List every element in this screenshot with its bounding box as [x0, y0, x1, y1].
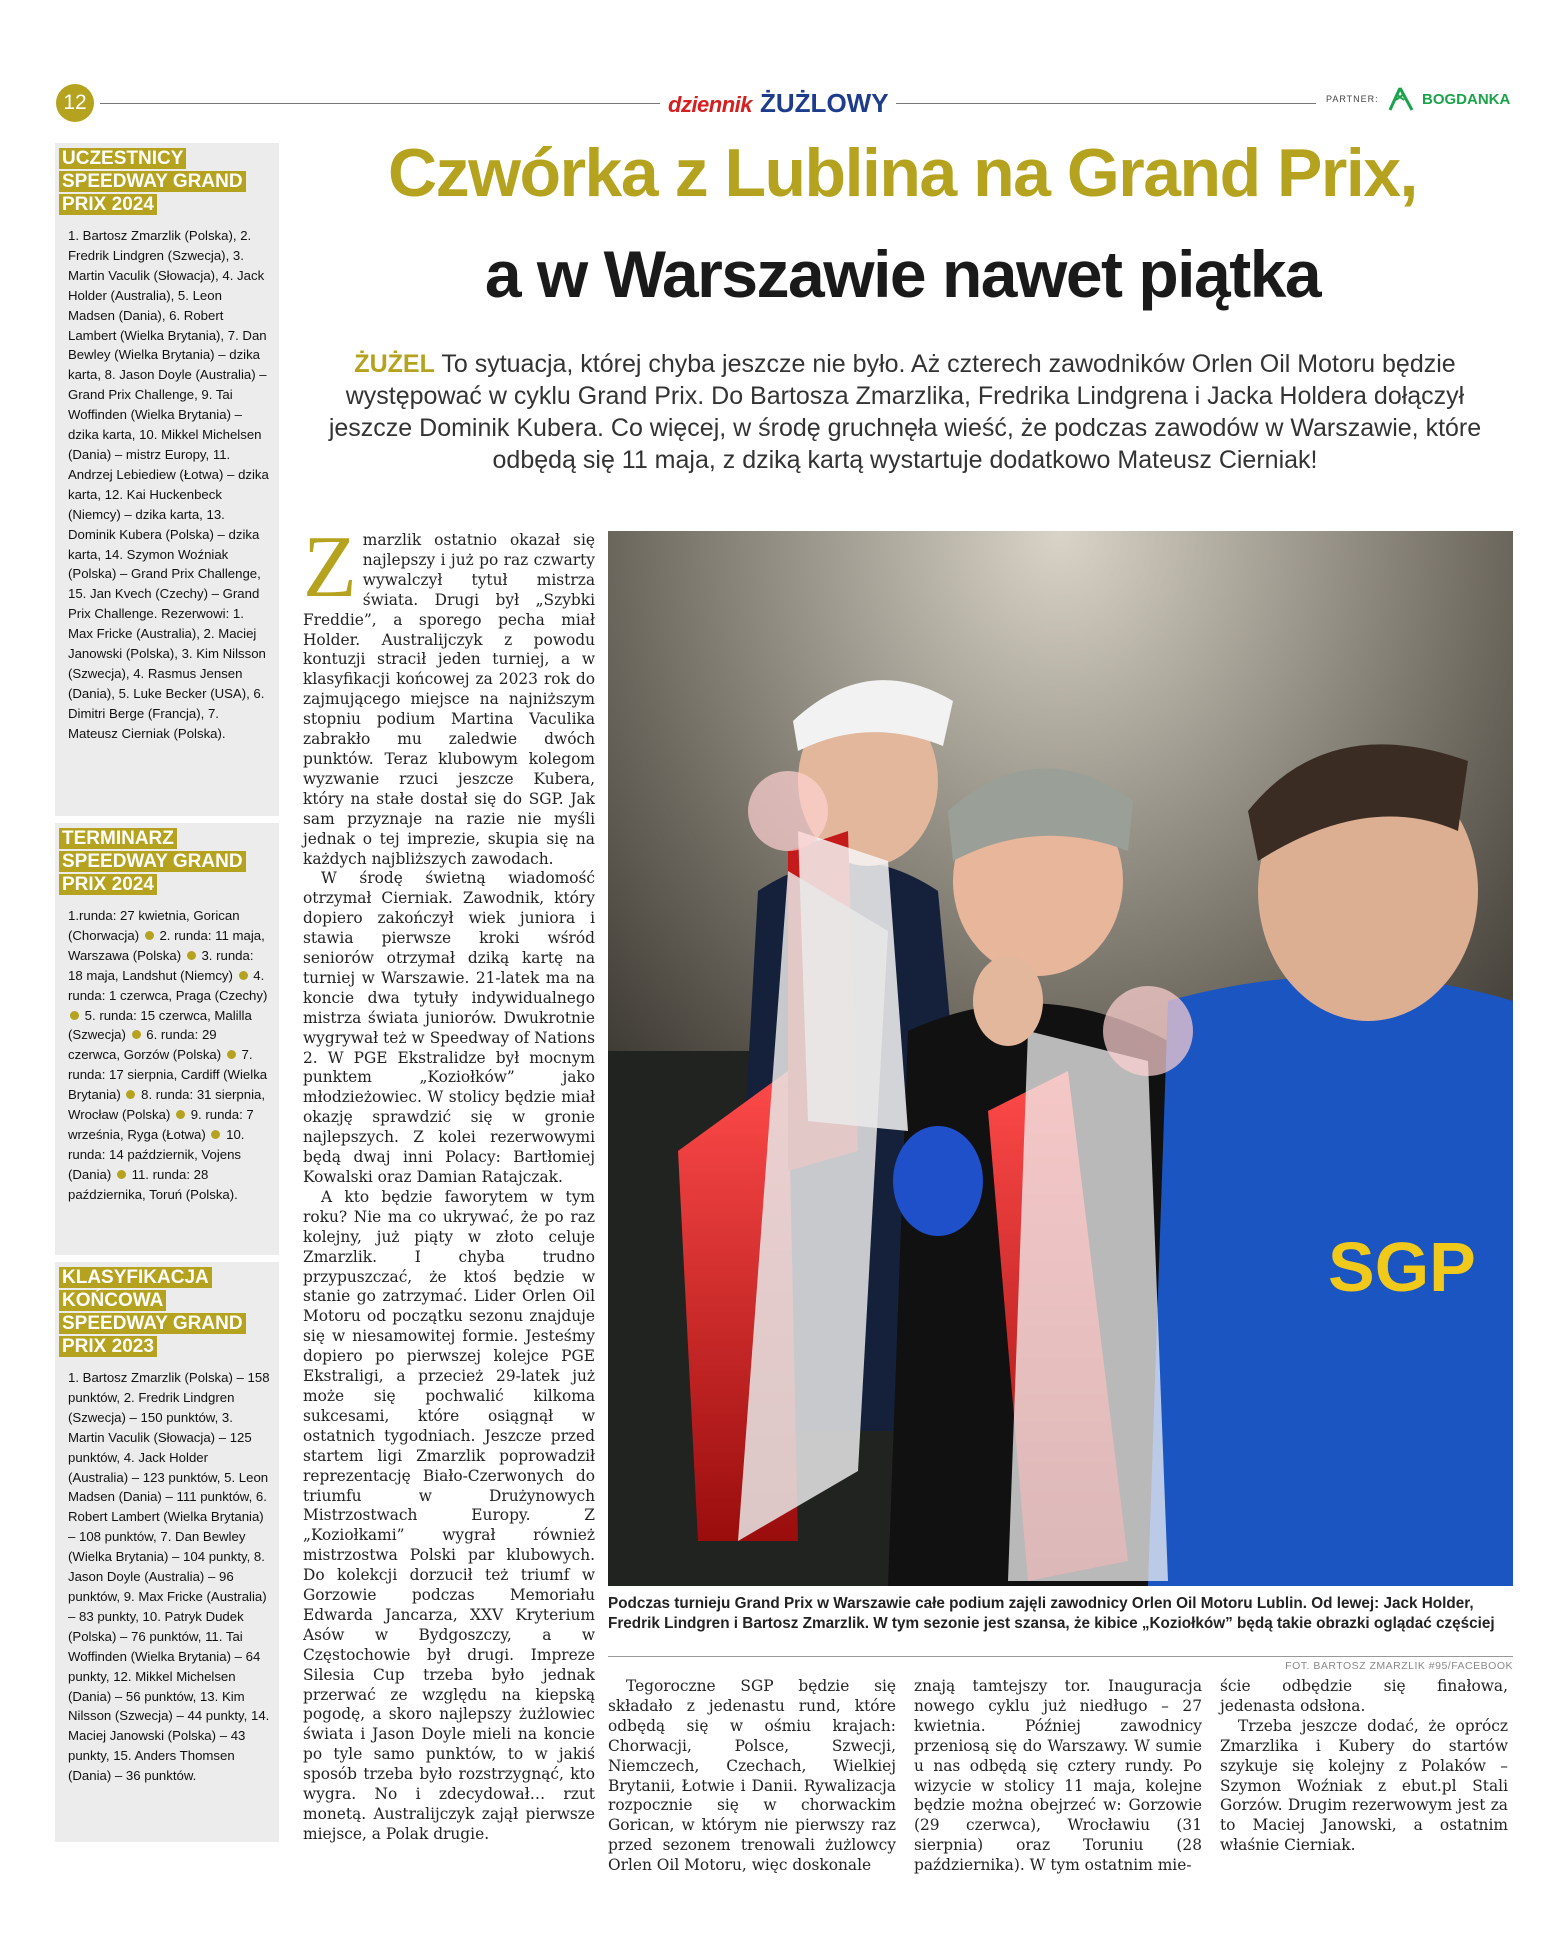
article-column-bottom-1: [608, 1677, 896, 1876]
article-paragraph: Trzeba jeszcze dodać, że oprócz Zmarzlika i Kubery do startów szykuje się kolejny z Polaków – Szymon Woźniak z ebut.pl Stali Gorzów. Drugim rezerwowym jest za to Maciej Janowski, a ostatnim właśnie Cierniak.: [1220, 1716, 1508, 1855]
schedule-bullet-icon: [176, 1110, 185, 1119]
section-brand: [668, 88, 889, 119]
brand-dziennik: dziennik: [668, 92, 753, 117]
photo-illustration: [608, 531, 1513, 1586]
article-column-bottom-3: [1220, 1677, 1508, 1856]
paragraph-1-text: marzlik ostatnio okazał się najlepszy i już po raz czwarty wywalczył tytuł mistrza świata. Drugi był „Szybki Freddie”, a sporego pecha miał Holder. Australijczyk z powodu kontuzji stracił jeden turniej, a w klasyfikacji końcowej za 2023 rok do zajmującego miejsce na najniższym stopniu podium Martina Vaculika zabrakło mu zaledwie dwóch punktów. Teraz klubowym kolegom wyzwanie rzuci jeszcze Kubera, który na stałe dostał się do SGP. Jak sam przyznaje na razie nie myśli jednak o tej imprezie, skupia się na każdych najbliższych zawodach.: [303, 531, 595, 868]
schedule-bullet-icon: [211, 1130, 220, 1139]
lead-kicker: ŻUŻEL: [354, 350, 435, 378]
article-paragraph: ście odbędzie się finałowa, jedenasta odsłona.: [1220, 1677, 1508, 1715]
schedule-list: [55, 900, 279, 1213]
schedule-round: 9. runda: 7 września, Ryga (Łotwa): [68, 1107, 254, 1142]
photo-credit: FOT. BARTOSZ ZMARZLIK #95/FACEBOOK: [608, 1656, 1513, 1672]
photo-caption: Podczas turnieju Grand Prix w Warszawie całe podium zajęli zawodnicy Orlen Oil Motoru Lublin. Od lewej: Jack Holder, Fredrik Lindgren i Bartosz Zmarzlik. W tym sezonie jest szansa, że kibice „Koziołków” będą takie obrazki oglądać częściej: [608, 1595, 1495, 1632]
classification-title: KLASYFIKACJA KOŃCOWA SPEEDWAY GRAND PRIX 2023: [59, 1267, 246, 1357]
partner-label: PARTNER:: [1326, 94, 1379, 104]
article-paragraph: znają tamtejszy tor. Inauguracja nowego cyklu już niedługo – 27 kwietnia. Później zawodnicy przeniosą się do Warszawy. W sumie u nas odbędą się cztery rundy. Po wizycie w stolicy 11 maja, kolejne będzie można obejrzeć w: Gorzowie (29 czerwca), Wrocławiu (31 sierpnia) oraz Toruniu (28 października). W tym ostatnim mie-: [914, 1677, 1202, 1875]
schedule-bullet-icon: [239, 971, 248, 980]
sgp-banner-text: SGP: [1328, 1228, 1476, 1306]
schedule-title: TERMINARZ SPEEDWAY GRAND PRIX 2024: [59, 828, 246, 895]
headline-line-2: a w Warszawie nawet piątka: [484, 237, 1321, 311]
header-rule-left: [100, 103, 660, 104]
schedule-bullet-icon: [117, 1170, 126, 1179]
article-column-main: [303, 519, 595, 1845]
header-rule-right: [896, 103, 1316, 104]
page-number: 12: [56, 84, 94, 122]
sidebar-participants: [55, 143, 279, 816]
brand-zuzlowy: ŻUŻLOWY: [760, 88, 889, 118]
schedule-round: 8. runda: 31 sierpnia, Wrocław (Polska): [68, 1087, 266, 1123]
classification-list: 1. Bartosz Zmarzlik (Polska) – 158 punktów, 2. Fredrik Lindgren (Szwecja) – 150 punktów, 3. Martin Vaculik (Słowacja) – 125 punktów, 4. Jack Holder (Australia) – 123 punktów, 5. Leon Madsen (Dania) – 111 punktów, 6. Robert Lambert (Wielka Brytania) – 108 punktów, 7. Dan Bewley (Wielka Brytania) – 104 punkty, 8. Jason Doyle (Australia) – 96 punktów, 9. Max Fricke (Australia) – 83 punkty, 10. Patryk Dudek (Polska) – 76 punktów, 11. Tai Woffinden (Wielka Brytania) – 64 punkty, 12. Mikkel Michelsen (Dania) – 56 punktów, 13. Kim Nilsson (Szwecja) – 44 punkty, 14. Maciej Janowski (Polska) – 43 punkty, 15. Anders Thomsen (Dania) – 36 punktów.: [68, 1370, 270, 1784]
schedule-bullet-icon: [145, 931, 154, 940]
schedule-round: 5. runda: 15 czerwca, Malilla (Szwecja): [68, 1007, 252, 1043]
headline-line-1: Czwórka z Lublina na Grand Prix,: [388, 135, 1417, 211]
schedule-round: 4. runda: 1 czerwca, Praga (Czechy): [68, 967, 268, 1003]
schedule-round: 7. runda: 17 sierpnia, Cardiff (Wielka Brytania): [68, 1047, 268, 1103]
schedule-bullet-icon: [132, 1030, 141, 1039]
article-lead: [305, 348, 1505, 476]
article-paragraph: Tegoroczne SGP będzie się składało z jedenastu rund, które odbędą się w ośmiu krajach: Chorwacji, Polsce, Szwecji, Niemczech, Czechach, Wielkiej Brytanii, Łotwie i Danii. Rywalizacja rozpocznie się w chorwackim Gorican, w którym nie pierwszy raz przed sezonem trenowali żużlowcy Orlen Oil Motoru, więc doskonale: [608, 1677, 896, 1875]
schedule-round: 3. runda: 18 maja, Landshut (Niemcy): [68, 947, 254, 983]
sidebar-schedule: [55, 823, 279, 1255]
partner-logo: [1386, 84, 1510, 114]
sidebar-classification: [55, 1262, 279, 1842]
schedule-bullet-icon: [227, 1050, 236, 1059]
participants-list: 1. Bartosz Zmarzlik (Polska), 2. Fredrik Lindgren (Szwecja), 3. Martin Vaculik (Słowacja), 4. Jack Holder (Australia), 5. Leon Madsen (Dania), 6. Robert Lambert (Wielka Brytania), 7. Dan Bewley (Wielka Brytania) – dzika karta, 8. Jason Doyle (Australia) – Grand Prix Challenge, 9. Tai Woffinden (Wielka Brytania) – dzika karta, 10. Mikkel Michelsen (Dania) – mistrz Europy, 11. Andrzej Lebiediew (Łotwa) – dzika karta, 12. Kai Huckenbeck (Niemcy) – dzika karta, 13. Dominik Kubera (Polska) – dzika karta, 14. Szymon Woźniak (Polska) – Grand Prix Challenge, 15. Jan Kvech (Czechy) – Grand Prix Challenge. Rezerwowi: 1. Max Fricke (Australia), 2. Maciej Janowski (Polska), 3. Kim Nilsson (Szwecja), 4. Rasmus Jensen (Dania), 5. Luke Becker (USA), 6. Dimitri Berge (Francja), 7. Mateusz Cierniak (Polska).: [68, 228, 269, 741]
lead-text: To sytuacja, której chyba jeszcze nie było. Aż czterech zawodników Orlen Oil Motoru będzie występować w cyklu Grand Prix. Do Bartosza Zmarzlika, Fredrika Lindgrena i Jacka Holdera dołączył jeszcze Dominik Kubera. Co więcej, w środę gruchnęła wieść, że podczas zawodów w Warszawie, które odbędą się 11 maja, z dziką kartą wystartuje dodatkowo Mateusz Cierniak!: [328, 350, 1482, 474]
schedule-bullet-icon: [187, 951, 196, 960]
schedule-round: 11. runda: 28 października, Toruń (Polska).: [68, 1166, 238, 1202]
schedule-bullet-icon: [70, 1011, 79, 1020]
schedule-round: 6. runda: 29 czerwca, Gorzów (Polska): [68, 1027, 222, 1063]
article-paragraph: A kto będzie faworytem w tym roku? Nie ma co ukrywać, że po raz kolejny, już piąty w złoto celuje Zmarzlik. I chyba trudno przypuszczać, że ktoś będzie w stanie go zatrzymać. Lider Orlen Oil Motoru od początku sezonu znajduje się w niesamowitej formie. Jesteśmy dopiero po pierwszej kolejce PGE Ekstraligi, a przecież 29-latek już może się pochwalić kilkoma sukcesami, które osiągnął w ostatnich tygodniach. Jeszcze przed startem ligi Zmarzlik poprowadził reprezentację Biało-Czerwonych do triumfu w Drużynowych Mistrzostwach Europy. Z „Koziołkami” wygrał również mistrzostwa Polski par klubowych. Do kolekcji dorzucił też triumf w Gorzowie podczas Memoriału Edwarda Jancarza, XXV Kryterium Asów w Bydgoszczy, a w Częstochowie był drugi. Impreze Silesia Cup trzeba było jednak przerwać ze względu na kiepską pogodę, a skoro najlepszy żużlowiec świata i Jason Doyle mieli na koncie po tyle samo punktów, to w jakiś sposób trzeba było rozstrzygnąć, kto wygra. No i zdecydował… rzut monetą. Australijczyk zajął pierwsze miejsce, a Polak drugie.: [303, 1187, 595, 1843]
article-paragraph: W środę świetną wiadomość otrzymał Cierniak. Zawodnik, który dopiero zakończył wiek juniora i stawia pierwsze kroki wśród seniorów otrzymał dziką kartę na turniej w Warszawie. 21-latek ma na koncie dwa tytuły indywidualnego mistrza świata juniorów. Dwukrotnie wygrywał też w Speedway of Nations 2. W PGE Ekstralidze był mocnym punktem „Koziołków” jako młodzieżowiec. W stolicy będzie miał okazję sprawdzić się w gronie najlepszych. Z kolei rezerwowymi będą dwaj inni Polacy: Bartłomiej Kowalski oraz Damian Ratajczak.: [303, 869, 595, 1186]
schedule-round: 2. runda: 11 maja, Warszawa (Polska): [68, 927, 265, 963]
schedule-round: 10. runda: 14 październik, Vojens (Dania): [68, 1126, 245, 1182]
schedule-bullet-icon: [126, 1090, 135, 1099]
page-header: [56, 84, 1511, 130]
schedule-round: 1.runda: 27 kwietnia, Gorican (Chorwacja): [68, 908, 240, 943]
article-paragraph: [303, 519, 595, 869]
participants-title: UCZESTNICY SPEEDWAY GRAND PRIX 2024: [59, 148, 246, 215]
article-column-bottom-2: [914, 1677, 1202, 1876]
podium-photo: [608, 531, 1513, 1586]
partner-name: BOGDANKA: [1422, 90, 1511, 108]
bogdanka-logo-icon: [1386, 84, 1416, 114]
drop-cap: Z: [303, 519, 357, 616]
